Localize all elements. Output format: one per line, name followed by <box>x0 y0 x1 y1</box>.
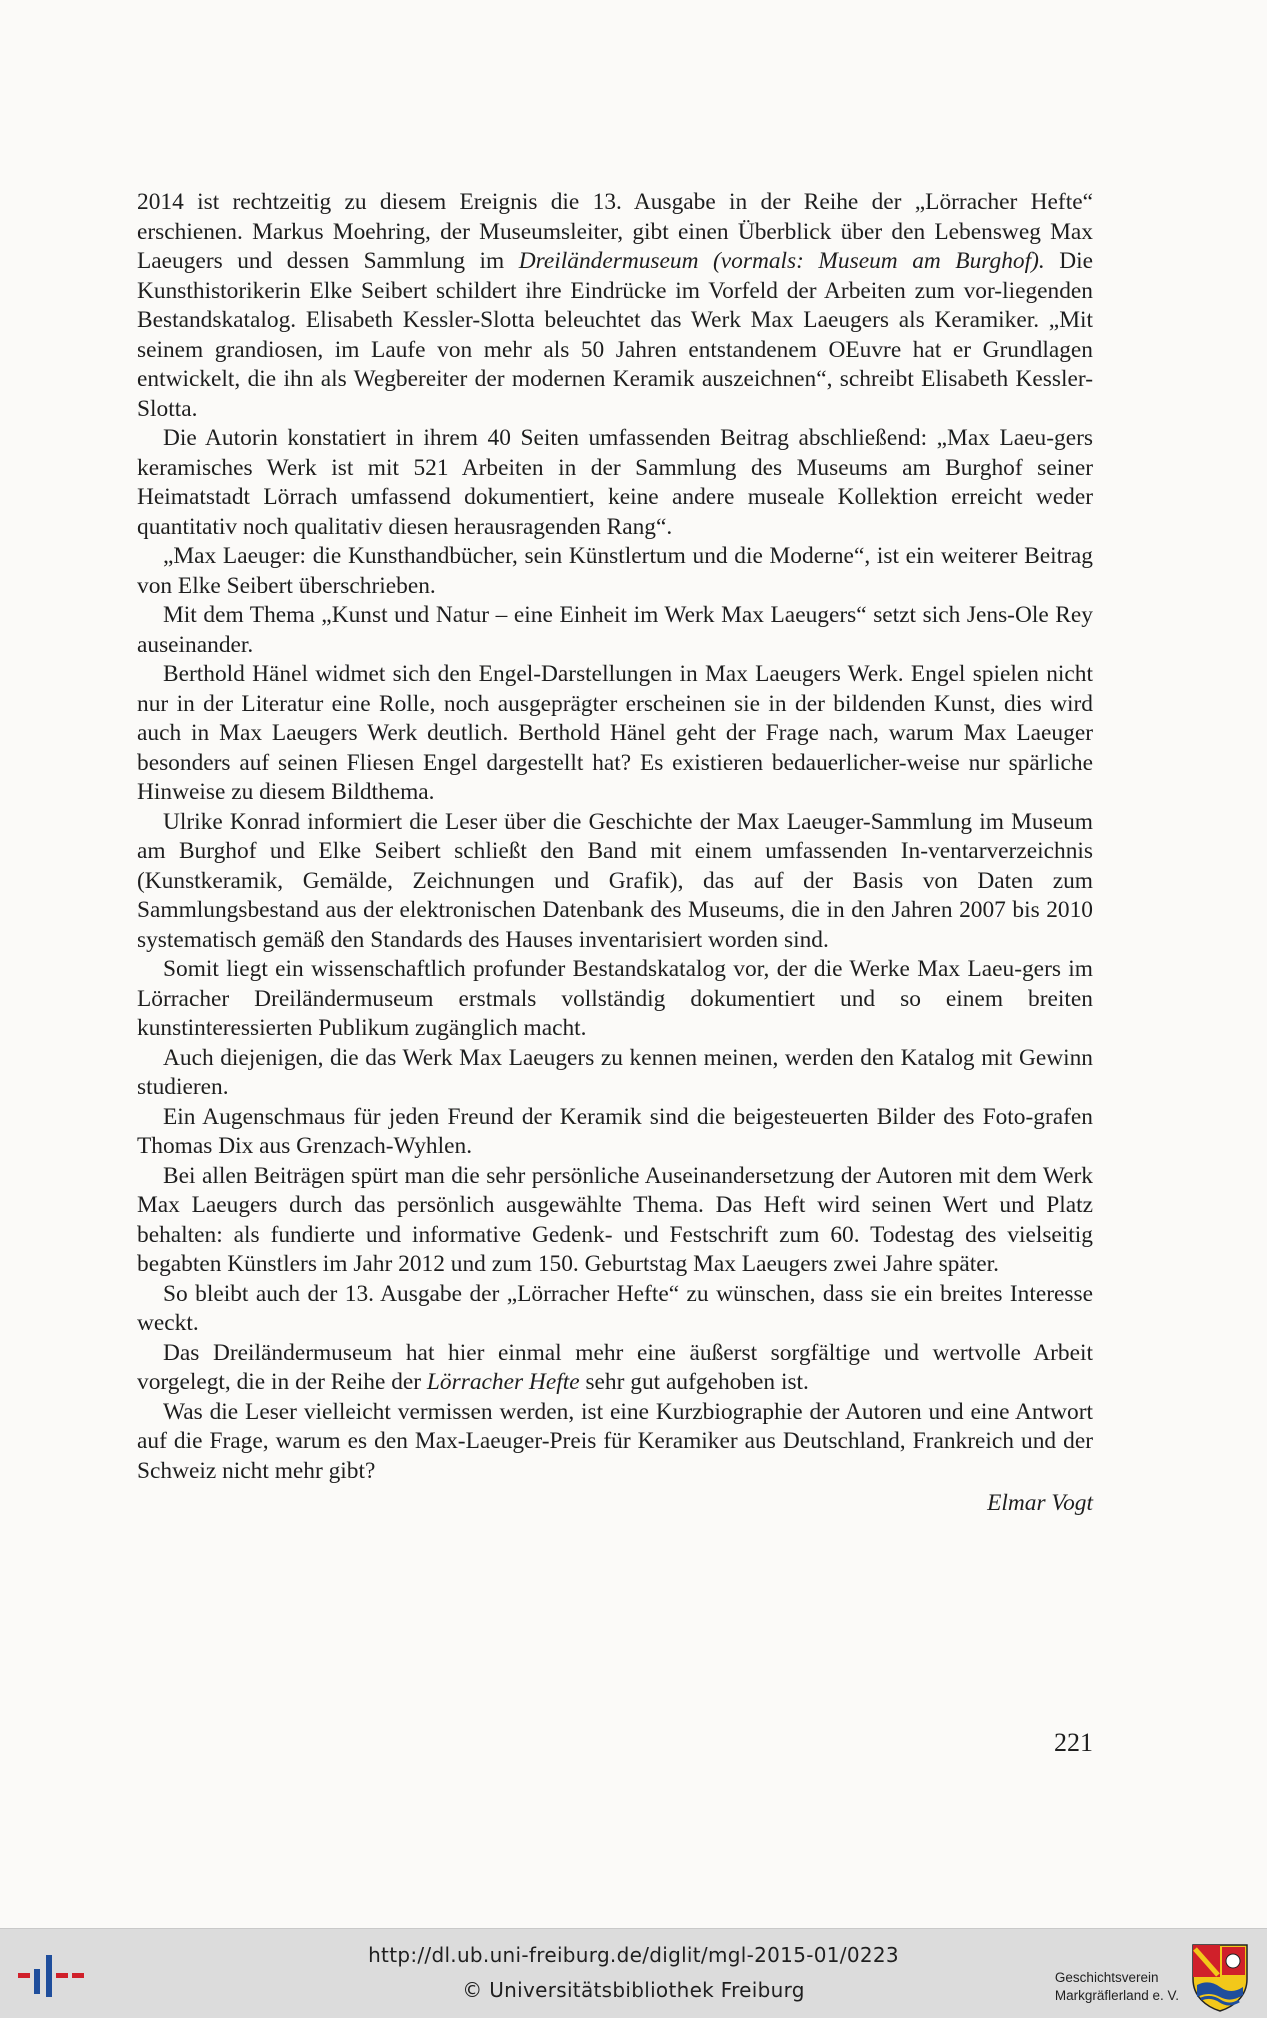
paragraph-1-rest: Die Kunsthistorikerin Elke Seibert schildert ihre Eindrücke im Vorfeld der Arbeiten zum vor-liegenden Bestandskatalog. Elisabeth Kessler-Slotta beleuchtet das Werk Max Laeugers als Keramiker. „Mit seinem grandiosen, im Laufe von mehr als 50 Jahren entstandenem OEuvre hat er Grundlagen entwickelt, die ihn als Wegbereiter der modernen Keramik auszeichnen“, schreibt Elisabeth Kessler-Slotta. <box>137 248 1094 422</box>
paragraph-9: Ein Augenschmaus für jeden Freund der Keramik sind die beigesteuerten Bilder des Foto-grafen Thomas Dix aus Grenzach-Wyhlen. <box>137 1103 1093 1159</box>
paragraph-6: Ulrike Konrad informiert die Leser über die Geschichte der Max Laeuger-Sammlung im Museum am Burghof und Elke Seibert schließt den Band mit einem umfassenden In-ventarverzeichnis (Kunstkeramik, Gemälde, Zeichnungen und Grafik), das auf der Basis von Daten zum Sammlungsbestand aus der elektronischen Datenbank des Museums, die in den Jahren 2007 bis 2010 systematisch gemäß den Standards des Hauses inventarisiert worden sind. <box>137 808 1093 953</box>
paragraph-11: So bleibt auch der 13. Ausgabe der „Lörracher Hefte“ zu wünschen, dass sie ein breites Interesse weckt. <box>137 1280 1093 1336</box>
footer-url-link[interactable]: http://dl.ub.uni-freiburg.de/diglit/mgl-2015-01/0223 <box>368 1943 899 1967</box>
paragraph-12: Das Dreiländermuseum hat hier einmal mehr eine äußerst sorgfältige und wertvolle Arbeit vorgelegt, die in der Reihe der Lörracher Hefte sehr gut aufgehoben ist. <box>137 1339 1093 1395</box>
paragraph-7: Somit liegt ein wissenschaftlich profunder Bestandskatalog vor, der die Werke Max Laeu-gers im Lörracher Dreiländermuseum erstmals vollständig dokumentiert und so einem breiten kunstinteressierten Publikum zugänglich macht. <box>137 956 1093 1041</box>
coat-of-arms-icon[interactable] <box>1189 1941 1251 2013</box>
paragraph-5: Berthold Hänel widmet sich den Engel-Darstellungen in Max Laeugers Werk. Engel spielen nicht nur in der Literatur eine Rolle, noch ausgeprägter erscheinen sie in der bildenden Kunst, dies wird auch in Max Laeugers Werk deutlich. Berthold Hänel geht der Frage nach, warum Max Laeuger besonders auf seinen Fliesen Engel dargestellt hat? Es existieren bedauerlicher-weise nur spärliche Hinweise zu diesem Bildthema. <box>137 661 1093 805</box>
paragraph-1-italic: Dreiländermuseum (vormals: Museum am Burghof). <box>518 248 1045 274</box>
article-body <box>137 188 1093 1519</box>
paragraph-12-italic: Lörracher Hefte <box>426 1369 580 1395</box>
paragraph-3: „Max Laeuger: die Kunsthandbücher, sein Künstlertum und die Moderne“, ist ein weiterer Beitrag von Elke Seibert überschrieben. <box>137 543 1093 599</box>
author-signature: Elmar Vogt <box>987 1490 1093 1516</box>
paragraph-2: Die Autorin konstatiert in ihrem 40 Seiten umfassenden Beitrag abschließend: „Max Laeu-gers keramisches Werk ist mit 521 Arbeiten in der Sammlung des Museums am Burghof seiner Heimatstadt Lörrach umfassend dokumentiert, keine andere museale Kollektion erreicht weder quantitativ noch qualitativ diesen herausragenden Rang“. <box>137 425 1093 540</box>
society-name-line-1: Geschichtsverein <box>1054 1970 1159 1985</box>
society-name-line-2: Markgräflerland e. V. <box>1054 1988 1179 2003</box>
paragraph-4: Mit dem Thema „Kunst und Natur – eine Einheit im Werk Max Laeugers“ setzt sich Jens-Ole Rey auseinander. <box>137 602 1093 658</box>
paragraph-8: Auch diejenigen, die das Werk Max Laeugers zu kennen meinen, werden den Katalog mit Gewinn studieren. <box>137 1044 1093 1100</box>
paragraph-10: Bei allen Beiträgen spürt man die sehr persönliche Auseinandersetzung der Autoren mit dem Werk Max Laeugers durch das persönlich ausgewählte Thema. Das Heft wird seinen Wert und Platz behalten: als fundierte und informative Gedenk- und Festschrift zum 60. Todestag des vielseitig begabten Künstlers im Jahr 2012 und zum 150. Geburtstag Max Laeugers zwei Jahre später. <box>137 1162 1093 1277</box>
paragraph-1: 2014 ist rechtzeitig zu diesem Ereignis die 13. Ausgabe in der Reihe der „Lörracher Hefte“ erschienen. Markus Moehring, der Museumsleiter, gibt einen Überblick über den Lebensweg Max Laeugers und dessen Sammlung im Dreiländermuseum (vormals: Museum am Burghof). Die Kunsthistorikerin Elke Seibert schildert ihre Eindrücke im Vorfeld der Arbeiten zum vor-liegenden Bestandskatalog. Elisabeth Kessler-Slotta beleuchtet das Werk Max Laeugers als Keramiker. „Mit seinem grandiosen, im Laufe von mehr als 50 Jahren entstandenem OEuvre hat er Grundlagen entwickelt, die ihn als Wegbereiter der modernen Keramik auszeichnen“, schreibt Elisabeth Kessler-Slotta. <box>137 189 1094 422</box>
paragraph-13: Was die Leser vielleicht vermissen werden, ist eine Kurzbiographie der Autoren und eine Antwort auf die Frage, warum es den Max-Laeuger-Preis für Keramiker aus Deutschland, Frankreich und der Schweiz nicht mehr gibt? <box>137 1398 1093 1484</box>
footer-bar <box>0 1928 1267 2018</box>
footer-copyright: © Universitätsbibliothek Freiburg <box>462 1978 805 2002</box>
society-name <box>1055 1969 1179 2005</box>
page-number: 221 <box>1054 1728 1093 1757</box>
